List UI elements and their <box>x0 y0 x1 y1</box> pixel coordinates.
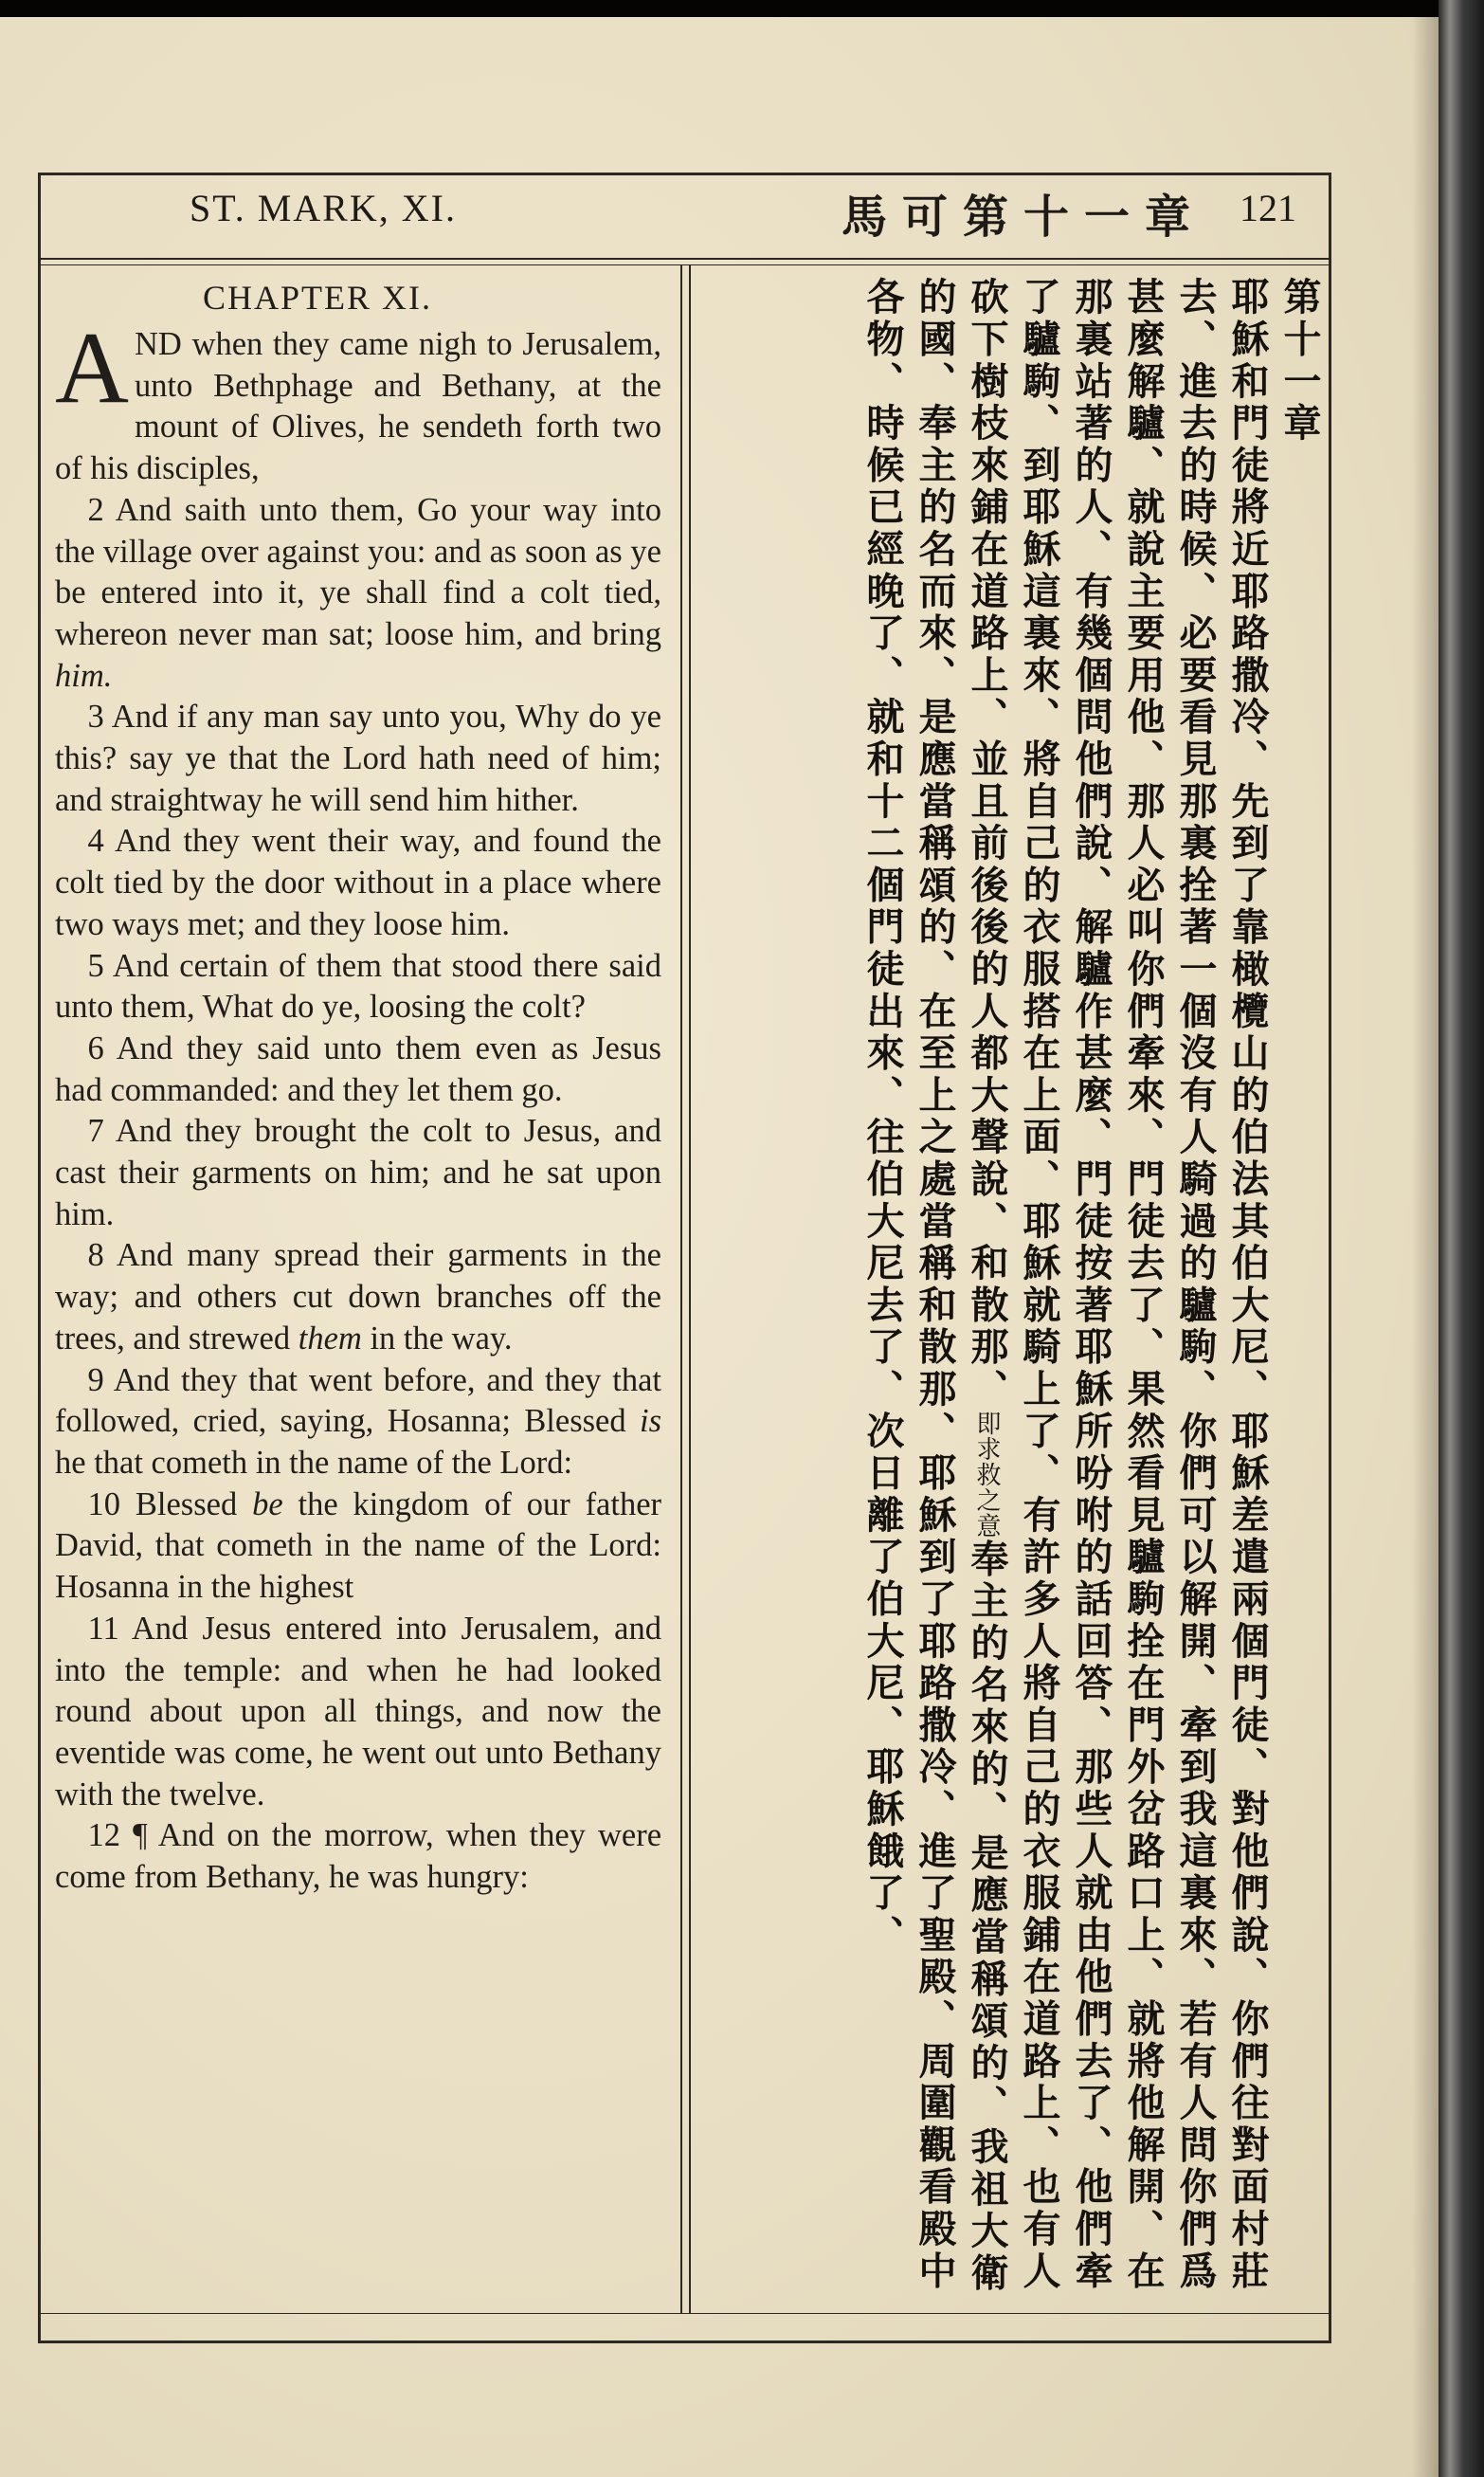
verse-11 <box>55 1609 661 1816</box>
chapter-heading: CHAPTER XI. <box>203 279 433 317</box>
verse-text: Blessed <box>135 1485 238 1522</box>
chinese-gloss: 即求救之意 <box>972 1411 1001 1539</box>
verse-italic: them <box>298 1320 362 1357</box>
verse-10 <box>55 1484 661 1609</box>
chinese-column <box>699 277 1325 2305</box>
verse-3 <box>55 697 661 821</box>
column-divider-inner <box>689 265 691 2313</box>
verse-text: And many spread their garments in the way; and others cut down branches off the trees, and strewed <box>55 1237 661 1357</box>
verse-number: 8 <box>87 1237 104 1274</box>
verse-number: 10 <box>87 1485 120 1522</box>
verse-text: the kingdom of our father David, that cometh in the name of the Lord: Hosanna in the highest <box>55 1485 662 1606</box>
chinese-text <box>856 277 1273 2305</box>
verse-number: 11 <box>87 1610 119 1647</box>
column-divider <box>680 265 682 2313</box>
verse-text: And they brought the colt to Jesus, and cast their garments on him; and he sat upon him. <box>55 1113 661 1232</box>
page-number: 121 <box>1240 187 1296 229</box>
verse-1 <box>55 312 661 490</box>
chinese-chapter-heading: 第十一章 <box>1277 277 1321 446</box>
verse-number: 6 <box>87 1029 104 1066</box>
book-edge <box>1439 0 1484 2477</box>
verse-7 <box>55 1111 661 1235</box>
verse-text: AND when they came nigh to Jerusalem, unto Bethphage and Bethany, at the mount of Olives, he sendeth forth two of his disciples, <box>55 312 661 487</box>
verse-2 <box>55 490 661 698</box>
verse-text: ¶ And on the morrow, when they were come from Bethany, he was hungry: <box>55 1817 662 1896</box>
verse-number: 2 <box>87 491 104 528</box>
verse-text: And they said unto them even as Jesus had commanded: and they let them go. <box>55 1029 661 1108</box>
verse-italic: be <box>252 1485 283 1522</box>
verse-9 <box>55 1360 661 1484</box>
verse-text: And they that went before, and they that followed, cried, saying, Hosanna; Blessed <box>55 1361 662 1440</box>
english-column <box>55 277 661 1899</box>
verse-6 <box>55 1029 661 1111</box>
verse-italic: him. <box>55 657 113 694</box>
verse-number: 4 <box>87 823 104 860</box>
verse-number: 12 <box>87 1817 120 1854</box>
verse-5 <box>55 946 661 1029</box>
header-rule-inner <box>38 264 1331 265</box>
verse-text: And if any man say unto you, Why do ye this? say ye that the Lord hath need of him; and straightway he will send him hither. <box>55 699 661 818</box>
running-head-chinese: 馬可第十一章 <box>842 191 1206 244</box>
verse-4 <box>55 821 661 945</box>
scan-top-edge <box>0 0 1484 19</box>
verse-text: And saith unto them, Go your way into the village over against you: and as soon as ye be entered into it, ye shall find a colt tied, whereon never man sat; loose him, and bring <box>55 491 661 652</box>
chinese-body: 耶穌和門徒將近耶路撒冷、先到了靠橄欖山的伯法其伯大尼、耶穌差遣兩個門徒、對他們說、你們往對面村莊去、進去的時候、必要看見那裏拴著一個沒有人騎過的驢駒、你們可以解開、牽到我這裏來、若有人問你們爲甚麼解驢、就說主要用他、那人必叫你們牽來、門徒去了、果然看見驢駒拴在門外岔路口上、就將他解開、在那裏站著的人、有幾個問他們說、解驢作甚麼、門徒按著耶穌所吩咐的話回答、那些人就由他們去了、他們牽了驢駒、到耶穌這裏來、將自己的衣服搭在上面、耶穌就騎上了、有許多人將自己的衣服鋪在道路上、也有人砍下樹枝來鋪在道路上、並且前後後的人都大聲說、和散那、 <box>965 277 1269 2293</box>
verse-12 <box>55 1815 661 1898</box>
verse-italic: is <box>640 1403 662 1440</box>
verse-8 <box>55 1235 661 1359</box>
verse-number: 9 <box>87 1361 104 1398</box>
verse-text: And certain of them that stood there said unto them, What do ye, loosing the colt? <box>55 947 661 1026</box>
running-head-english: ST. MARK, XI. <box>190 187 457 229</box>
chinese-body-continued: 奉主的名來的、是應當稱頌的、我祖大衛的國、奉主的名而來、是應當稱頌的、在至上之處當稱和散那、耶穌到了耶路撒冷、進了聖殿、周圍觀看殿中各物、時候已經晚了、就和十二個門徒出來、往伯大尼去了、次日離了伯大尼、耶穌餓了、 <box>860 277 1008 2295</box>
verse-text: And Jesus entered into Jerusalem, and into the temple: and when he had looked round about upon all things, and now the eventide was come, he went out unto Bethany with the twelve. <box>55 1610 661 1812</box>
bottom-rule <box>38 2313 1331 2314</box>
verse-number: 5 <box>87 947 104 984</box>
header-rule <box>38 258 1331 260</box>
verse-text: And they went their way, and found the colt tied by the door without in a place where two ways met; and they loose him. <box>55 823 661 942</box>
verse-number: 3 <box>87 699 104 736</box>
verse-number: 7 <box>87 1113 104 1150</box>
verse-text: in the way. <box>370 1320 513 1357</box>
verse-text: he that cometh in the name of the Lord: <box>55 1444 573 1481</box>
